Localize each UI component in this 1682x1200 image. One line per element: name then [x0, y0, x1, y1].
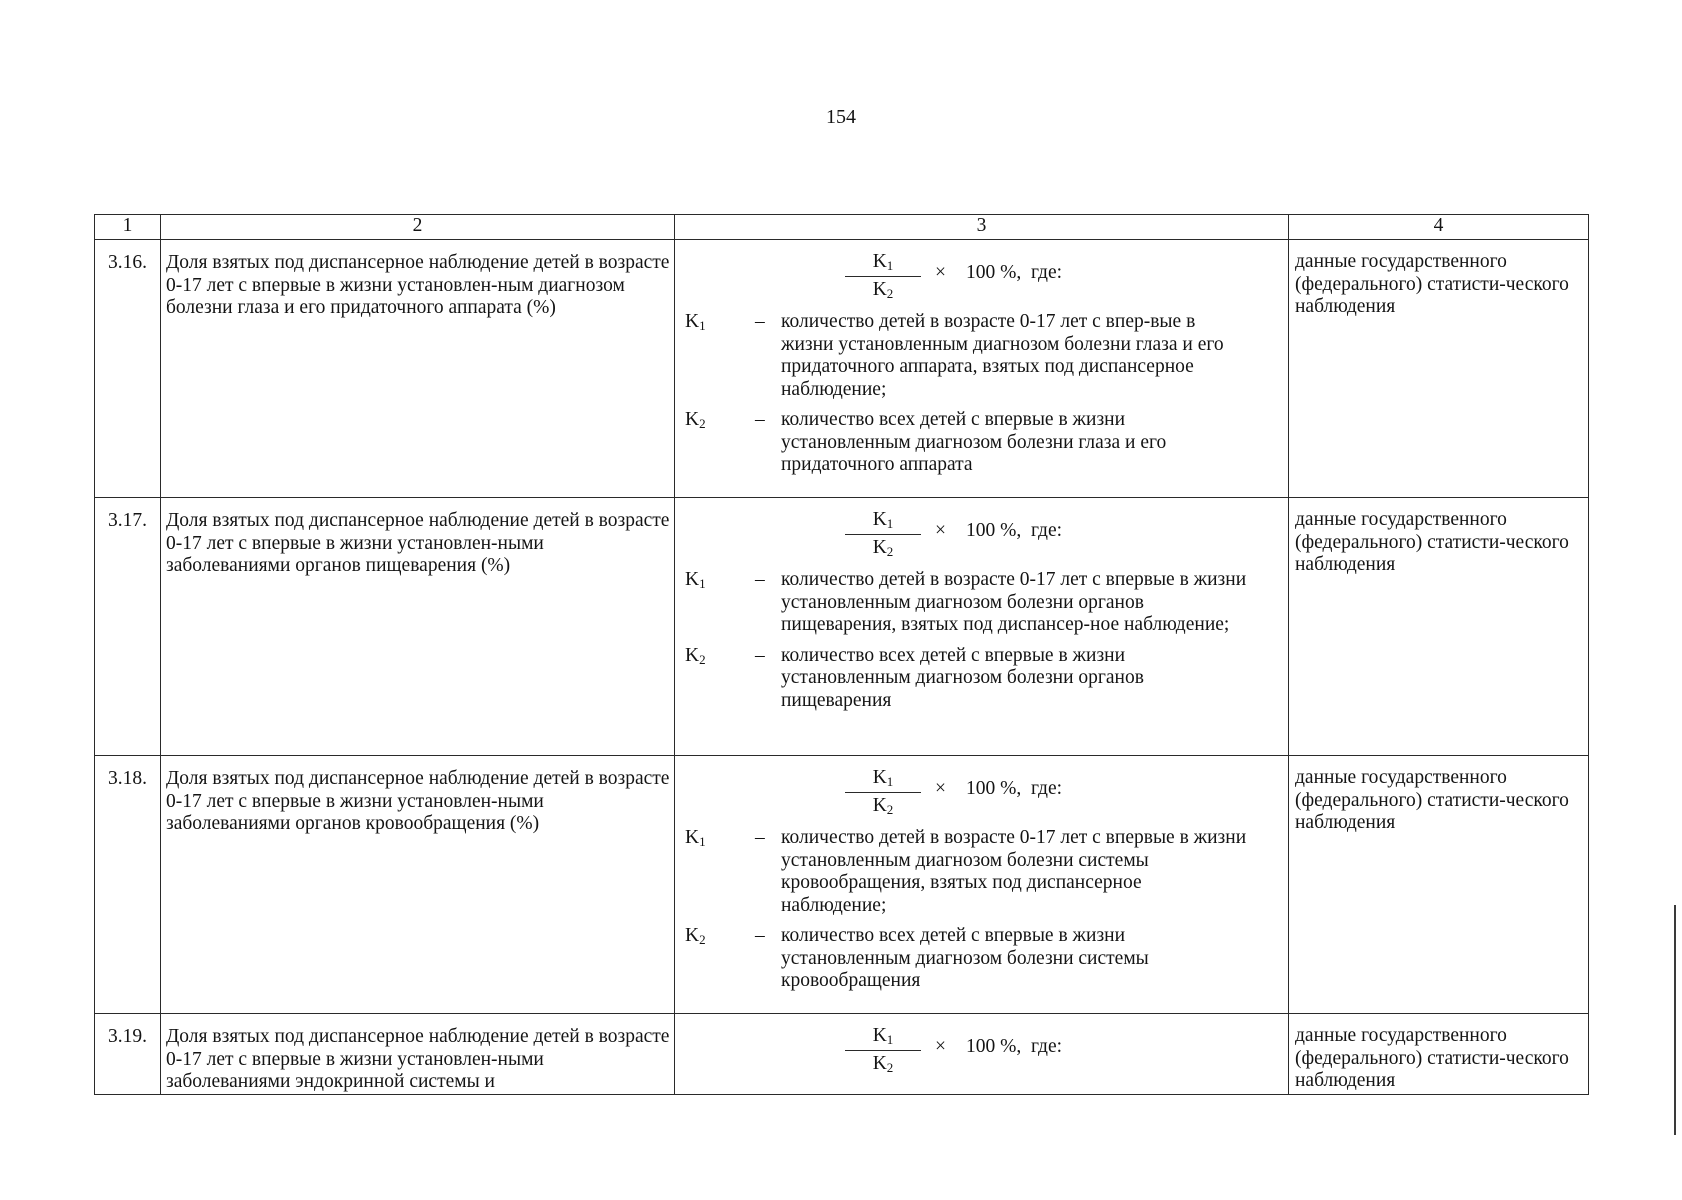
- k1-text: количество детей в возрасте 0-17 лет с впервые в жизни установленным диагнозом болезни системы кровообращения, взятых под диспансерное наблюдение;: [781, 827, 1247, 916]
- row-number: 3.19.: [95, 1014, 161, 1095]
- formula-multiplier: × 100 %, где:: [935, 777, 1063, 799]
- data-source: данные государственного (федерального) статисти-ческого наблюдения: [1289, 1014, 1589, 1095]
- formula-cell: [675, 756, 1289, 1014]
- dash: –: [755, 925, 765, 946]
- k1-text: количество детей в возрасте 0-17 лет с впер-вые в жизни установленным диагнозом болезни глаза и его придаточного аппарата, взятых под диспансерное наблюдение;: [781, 311, 1224, 400]
- k2-definition: [675, 925, 1288, 993]
- k1-definition: [675, 827, 1288, 917]
- table-row: [95, 756, 1589, 1014]
- table-row: [95, 240, 1589, 498]
- formula-numerator: $K_1$: [845, 1024, 921, 1051]
- formula-fraction: [845, 249, 1288, 303]
- formula-cell: [675, 498, 1289, 756]
- k2-definition: [675, 409, 1288, 477]
- row-number: 3.18.: [95, 756, 161, 1014]
- row-number: 3.17.: [95, 498, 161, 756]
- column-header-1: 1: [95, 215, 161, 240]
- indicator-name: Доля взятых под диспансерное наблюдение детей в возрасте 0-17 лет с впервые в жизни установлен-ным диагнозом болезни глаза и его придаточного аппарата (%): [161, 240, 675, 498]
- formula-cell: [675, 240, 1289, 498]
- formula-denominator: $K_2$: [872, 278, 894, 301]
- k1-symbol: $K_1$: [685, 569, 706, 591]
- k1-symbol: $K_1$: [685, 311, 706, 333]
- dash: –: [755, 311, 765, 332]
- page-number: 154: [826, 106, 856, 128]
- formula-numerator: $K_1$: [845, 250, 921, 277]
- column-header-4: 4: [1289, 215, 1589, 240]
- formula-denominator: $K_2$: [872, 794, 894, 817]
- formula-fraction: [845, 1023, 1288, 1077]
- k2-symbol: $K_2$: [685, 409, 706, 431]
- data-source: данные государственного (федерального) статисти-ческого наблюдения: [1289, 756, 1589, 1014]
- column-header-3: 3: [675, 215, 1289, 240]
- table-header-row: [95, 215, 1589, 240]
- k1-symbol: $K_1$: [685, 827, 706, 849]
- indicator-name: Доля взятых под диспансерное наблюдение детей в возрасте 0-17 лет с впервые в жизни установлен-ными заболеваниями органов пищеварения (%): [161, 498, 675, 756]
- k2-text: количество всех детей с впервые в жизни установленным диагнозом болезни глаза и его придаточного аппарата: [781, 409, 1167, 475]
- indicator-name: Доля взятых под диспансерное наблюдение детей в возрасте 0-17 лет с впервые в жизни установлен-ными заболеваниями эндокринной системы и: [161, 1014, 675, 1095]
- dash: –: [755, 827, 765, 848]
- formula-multiplier: × 100 %, где:: [935, 519, 1063, 541]
- data-source: данные государственного (федерального) статисти-ческого наблюдения: [1289, 240, 1589, 498]
- k2-symbol: $K_2$: [685, 925, 706, 947]
- formula-cell: [675, 1014, 1289, 1095]
- indicator-name: Доля взятых под диспансерное наблюдение детей в возрасте 0-17 лет с впервые в жизни установлен-ными заболеваниями органов кровообращения (%): [161, 756, 675, 1014]
- k2-text: количество всех детей с впервые в жизни установленным диагнозом болезни органов пищеварения: [781, 644, 1144, 711]
- table-row: [95, 1014, 1589, 1095]
- scan-edge-mark: [1674, 905, 1676, 1135]
- dash: –: [755, 569, 765, 590]
- column-header-2: 2: [161, 215, 675, 240]
- formula-multiplier: × 100 %, где:: [935, 261, 1063, 283]
- k2-definition: [675, 645, 1288, 713]
- k2-symbol: $K_2$: [685, 644, 706, 667]
- formula-multiplier: × 100 %, где:: [935, 1035, 1063, 1057]
- dash: –: [755, 644, 765, 666]
- formula-fraction: [845, 507, 1288, 561]
- k1-text: количество детей в возрасте 0-17 лет с впервые в жизни установленным диагнозом болезни органов пищеварения, взятых под диспансер-ное наблюдение;: [781, 569, 1247, 635]
- table-row: [95, 498, 1589, 756]
- formula-denominator: $K_2$: [872, 1052, 894, 1075]
- data-source: данные государственного (федерального) статисти-ческого наблюдения: [1289, 498, 1589, 756]
- dash: –: [755, 409, 765, 430]
- formula-fraction: [845, 765, 1288, 819]
- formula-denominator: $K_2$: [872, 536, 894, 559]
- formula-numerator: $K_1$: [845, 508, 921, 535]
- k2-text: количество всех детей с впервые в жизни установленным диагнозом болезни системы кровообращения: [781, 925, 1149, 991]
- k1-definition: [675, 311, 1288, 401]
- indicator-table: [94, 214, 1589, 1095]
- formula-numerator: $K_1$: [845, 766, 921, 793]
- k1-definition: [675, 569, 1288, 637]
- row-number: 3.16.: [95, 240, 161, 498]
